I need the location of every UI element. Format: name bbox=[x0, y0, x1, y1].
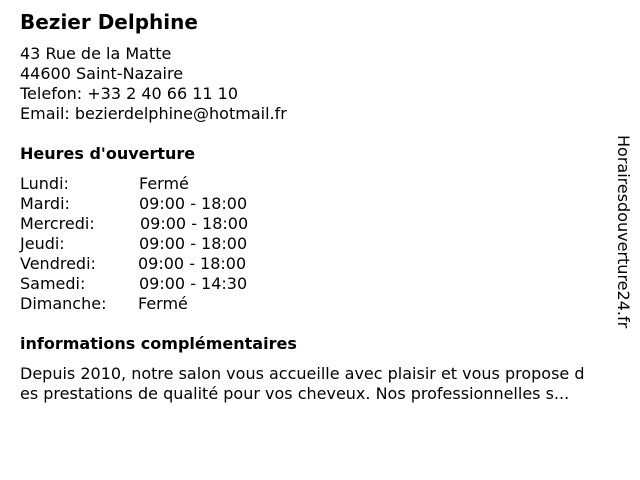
city-postal: 44600 Saint-Nazaire bbox=[20, 64, 184, 83]
additional-info-heading: informations complémentaires bbox=[20, 334, 297, 353]
day-label: Mardi: bbox=[20, 194, 70, 213]
day-label: Jeudi: bbox=[20, 234, 65, 253]
day-label: Vendredi: bbox=[20, 254, 96, 273]
time-value: 09:00 - 18:00 bbox=[138, 254, 247, 273]
address-block bbox=[20, 44, 287, 124]
opening-hours-heading: Heures d'ouverture bbox=[20, 144, 196, 163]
time-value: 09:00 - 18:00 bbox=[140, 214, 249, 233]
time-value: 09:00 - 14:30 bbox=[139, 274, 248, 293]
phone-number: Telefon: +33 2 40 66 11 10 bbox=[20, 84, 239, 103]
business-name: Bezier Delphine bbox=[20, 10, 198, 34]
site-watermark: Horairesdouverture24.fr bbox=[614, 135, 633, 329]
time-value: 09:00 - 18:00 bbox=[139, 194, 248, 213]
time-value: 09:00 - 18:00 bbox=[139, 234, 248, 253]
day-label: Lundi: bbox=[20, 174, 69, 193]
time-value: Fermé bbox=[138, 294, 188, 313]
day-label: Samedi: bbox=[20, 274, 86, 293]
day-label: Mercredi: bbox=[20, 214, 95, 233]
day-label: Dimanche: bbox=[20, 294, 107, 313]
time-value: Fermé bbox=[139, 174, 189, 193]
street-address: 43 Rue de la Matte bbox=[20, 44, 172, 63]
description-line: Depuis 2010, notre salon vous accueille avec plaisir et vous propose d bbox=[20, 364, 585, 383]
description-text bbox=[20, 364, 630, 404]
description-line: es prestations de qualité pour vos cheveux. Nos professionnelles s... bbox=[20, 384, 570, 403]
email-address: Email: bezierdelphine@hotmail.fr bbox=[20, 104, 287, 123]
